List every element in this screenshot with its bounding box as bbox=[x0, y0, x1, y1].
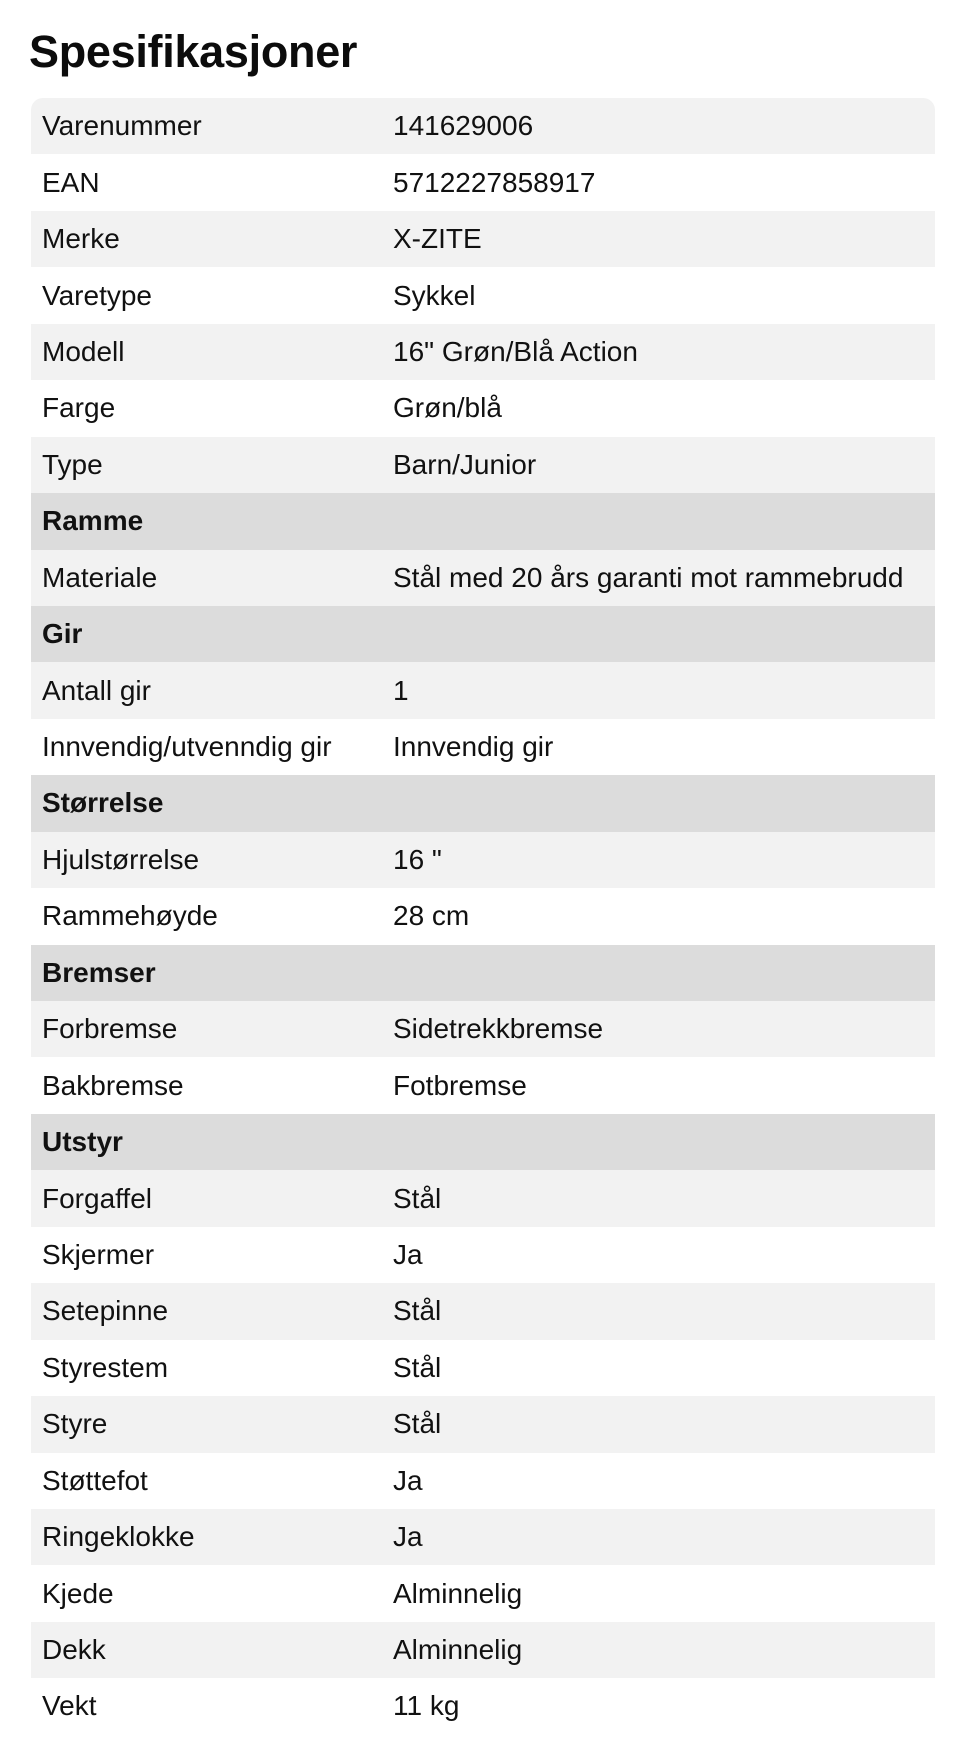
spec-label: Støttefot bbox=[42, 1464, 148, 1496]
spec-row bbox=[31, 324, 935, 380]
spec-row bbox=[31, 662, 935, 718]
spec-value: 16" Grøn/Blå Action bbox=[393, 335, 638, 367]
spec-label: Forbremse bbox=[42, 1013, 178, 1045]
spec-row bbox=[31, 98, 935, 154]
spec-value: Stål bbox=[393, 1182, 442, 1214]
spec-row bbox=[31, 1170, 935, 1226]
spec-label: Styre bbox=[42, 1408, 108, 1440]
spec-row bbox=[31, 550, 935, 606]
spec-row bbox=[31, 154, 935, 210]
spec-value: Innvendig gir bbox=[393, 731, 554, 763]
spec-label: Type bbox=[42, 448, 103, 480]
section-title: Bremser bbox=[42, 956, 156, 988]
spec-value: 141629006 bbox=[393, 110, 534, 142]
section-header bbox=[31, 945, 935, 1001]
spec-row bbox=[31, 1283, 935, 1339]
spec-row bbox=[31, 1565, 935, 1621]
spec-label: Modell bbox=[42, 335, 125, 367]
spec-label: Innvendig/utvenndig gir bbox=[42, 731, 332, 763]
spec-value: 16 " bbox=[393, 843, 442, 875]
spec-value: X-ZITE bbox=[393, 223, 482, 255]
section-title: Størrelse bbox=[42, 787, 164, 819]
spec-row bbox=[31, 380, 935, 436]
section-title: Gir bbox=[42, 618, 83, 650]
section-title: Ramme bbox=[42, 505, 144, 537]
spec-value: 1 bbox=[393, 674, 409, 706]
spec-row bbox=[31, 1453, 935, 1509]
section-header bbox=[31, 775, 935, 831]
spec-row bbox=[31, 211, 935, 267]
spec-value: Sidetrekkbremse bbox=[393, 1013, 604, 1045]
spec-value: Ja bbox=[393, 1238, 423, 1270]
spec-row bbox=[31, 1057, 935, 1113]
page-title: Spesifikasjoner bbox=[29, 26, 358, 77]
spec-row bbox=[31, 1340, 935, 1396]
spec-value: Barn/Junior bbox=[393, 448, 537, 480]
spec-label: EAN bbox=[42, 166, 100, 198]
section-header bbox=[31, 1114, 935, 1170]
spec-row bbox=[31, 888, 935, 944]
spec-value: 11 kg bbox=[393, 1690, 460, 1722]
section-header bbox=[31, 493, 935, 549]
spec-label: Antall gir bbox=[42, 674, 151, 706]
spec-row bbox=[31, 719, 935, 775]
spec-value: Alminnelig bbox=[393, 1634, 523, 1666]
spec-label: Merke bbox=[42, 223, 120, 255]
section-title: Utstyr bbox=[42, 1126, 123, 1158]
spec-label: Setepinne bbox=[42, 1295, 169, 1327]
spec-label: Forgaffel bbox=[42, 1182, 152, 1214]
spec-row bbox=[31, 1227, 935, 1283]
spec-row bbox=[31, 1001, 935, 1057]
spec-value: 5712227858917 bbox=[393, 166, 596, 198]
spec-table bbox=[31, 98, 935, 1735]
spec-label: Hjulstørrelse bbox=[42, 843, 200, 875]
spec-label: Varetype bbox=[42, 279, 152, 311]
spec-value: Ja bbox=[393, 1464, 423, 1496]
spec-label: Varenummer bbox=[42, 110, 202, 142]
spec-value: Sykkel bbox=[393, 279, 476, 311]
spec-row bbox=[31, 1678, 935, 1734]
spec-label: Materiale bbox=[42, 561, 158, 593]
spec-row bbox=[31, 832, 935, 888]
spec-value: Grøn/blå bbox=[393, 392, 502, 424]
spec-row bbox=[31, 267, 935, 323]
spec-label: Vekt bbox=[42, 1690, 97, 1722]
spec-label: Kjede bbox=[42, 1577, 114, 1609]
spec-value: Stål bbox=[393, 1351, 442, 1383]
spec-value: 28 cm bbox=[393, 900, 470, 932]
spec-value: Fotbremse bbox=[393, 1069, 527, 1101]
spec-label: Styrestem bbox=[42, 1351, 169, 1383]
spec-row bbox=[31, 1509, 935, 1565]
section-header bbox=[31, 606, 935, 662]
spec-value: Stål med 20 års garanti mot rammebrudd bbox=[393, 561, 904, 593]
spec-label: Ringeklokke bbox=[42, 1521, 195, 1553]
spec-row bbox=[31, 437, 935, 493]
spec-value: Ja bbox=[393, 1521, 423, 1553]
spec-value: Stål bbox=[393, 1295, 442, 1327]
spec-value: Alminnelig bbox=[393, 1577, 523, 1609]
spec-label: Bakbremse bbox=[42, 1069, 184, 1101]
spec-label: Dekk bbox=[42, 1634, 106, 1666]
spec-row bbox=[31, 1622, 935, 1678]
spec-row bbox=[31, 1396, 935, 1452]
spec-label: Rammehøyde bbox=[42, 900, 218, 932]
spec-label: Skjermer bbox=[42, 1238, 155, 1270]
spec-value: Stål bbox=[393, 1408, 442, 1440]
spec-label: Farge bbox=[42, 392, 116, 424]
